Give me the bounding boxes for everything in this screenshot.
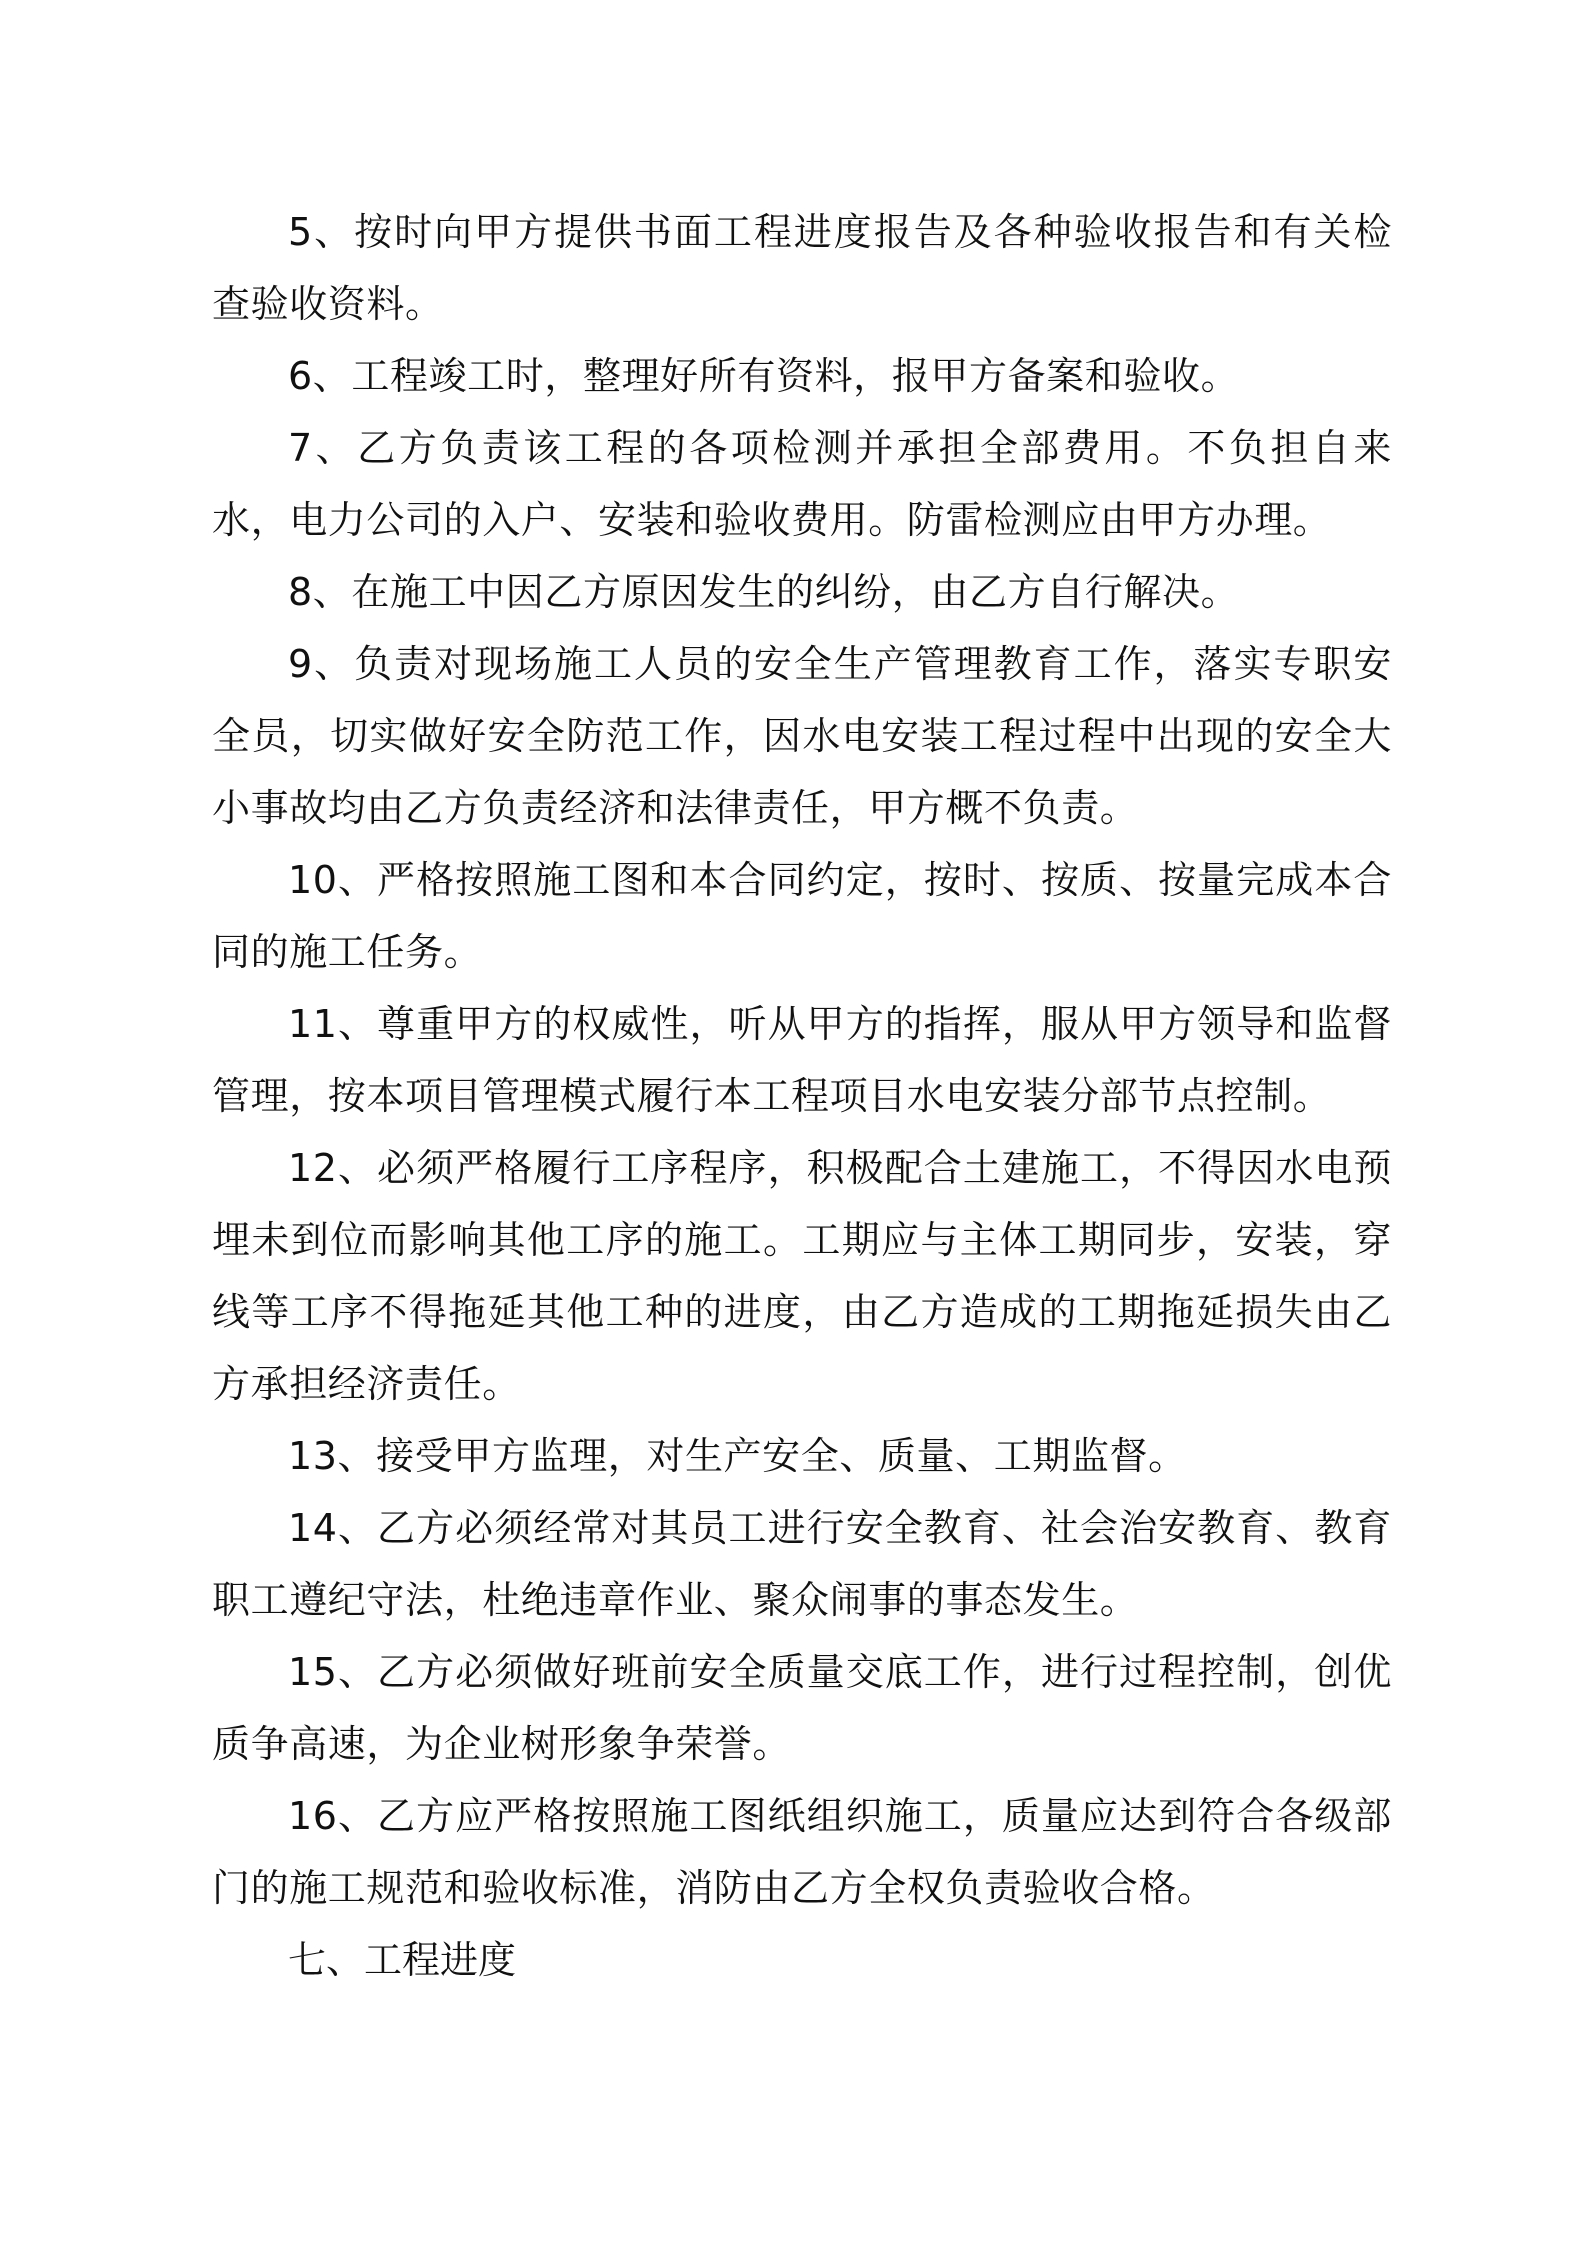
- clause-6: 6、工程竣工时，整理好所有资料，报甲方备案和验收。: [288, 354, 1240, 398]
- clause-8: 8、在施工中因乙方原因发生的纠纷，由乙方自行解决。: [288, 570, 1240, 614]
- section-heading: 七、工程进度: [288, 1938, 517, 1982]
- clause-14: 14、乙方必须经常对其员工进行安全教育、社会治安教育、教育职工遵纪守法，杜绝违章作业、聚众闹事的事态发生。: [212, 1506, 1392, 1622]
- clause-7: 7、乙方负责该工程的各项检测并承担全部费用。不负担自来水，电力公司的入户、安装和验收费用。防雷检测应由甲方办理。: [212, 426, 1392, 542]
- clause-16: 16、乙方应严格按照施工图纸组织施工，质量应达到符合各级部门的施工规范和验收标准，消防由乙方全权负责验收合格。: [212, 1794, 1392, 1910]
- clause-15: 15、乙方必须做好班前安全质量交底工作，进行过程控制，创优质争高速，为企业树形象争荣誉。: [212, 1650, 1392, 1766]
- clause-10: 10、严格按照施工图和本合同约定，按时、按质、按量完成本合同的施工任务。: [212, 858, 1392, 974]
- clause-13: 13、接受甲方监理，对生产安全、质量、工期监督。: [288, 1434, 1187, 1478]
- clause-11: 11、尊重甲方的权威性，听从甲方的指挥，服从甲方领导和监督管理，按本项目管理模式履行本工程项目水电安装分部节点控制。: [212, 1002, 1392, 1118]
- clause-5: 5、按时向甲方提供书面工程进度报告及各种验收报告和有关检查验收资料。: [212, 210, 1392, 326]
- clause-12: 12、必须严格履行工序程序，积极配合土建施工，不得因水电预埋未到位而影响其他工序的施工。工期应与主体工期同步，安装，穿线等工序不得拖延其他工种的进度，由乙方造成的工期拖延损失由乙方承担经济责任。: [212, 1146, 1392, 1406]
- document-body: [212, 196, 1392, 1996]
- clause-9: 9、负责对现场施工人员的安全生产管理教育工作，落实专职安全员，切实做好安全防范工作，因水电安装工程过程中出现的安全大小事故均由乙方负责经济和法律责任，甲方概不负责。: [212, 642, 1392, 830]
